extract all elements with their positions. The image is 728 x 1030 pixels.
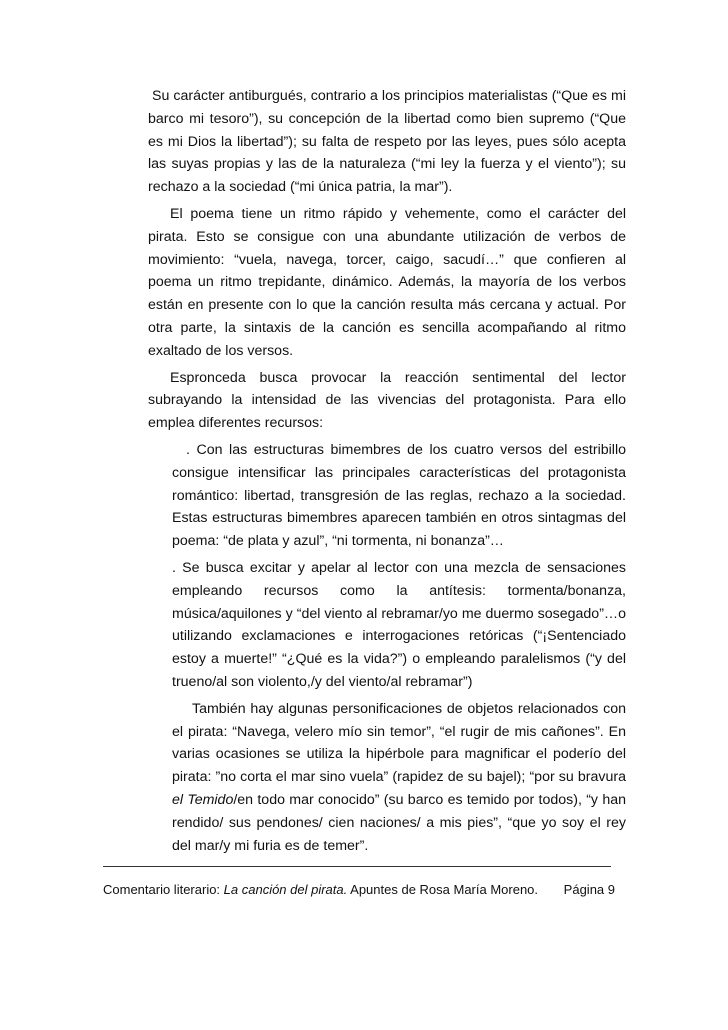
paragraph-character: Su carácter antiburgués, contrario a los principios materialistas (“Que es mi barco mi tesoro”), su concepción de la libertad como bien supremo (“Que es mi Dios la libertad”); su falta de respeto por las leyes, pues sólo acepta las suyas propias y las de la naturaleza (“mi ley la fuerza y el viento”); su rechazo a la sociedad (“mi única patria, la mar”). [148, 88, 626, 196]
page-number: Página 9 [563, 882, 615, 897]
paragraph-resources-intro: Espronceda busca provocar la reacción sentimental del lector subrayando la intensidad de las vivencias del protagonista. Para ello emplea diferentes recursos: [148, 369, 626, 432]
paragraph-personificaciones-end: /en todo mar conocido” (su barco es temido por todos), “y han rendido/ sus pendones/ cien naciones/ a mis pies”, “que yo soy el rey del mar/y mi furia es de temer”. [172, 791, 626, 854]
paragraph-personificaciones [172, 698, 626, 858]
paragraph-personificaciones-start: También hay algunas personificaciones de objetos relacionados con el pirata: “Navega, velero mío sin temor”, “el rugir de mis cañones”. En varias ocasiones se utiliza la hipérbole para magnificar el poderío del pirata: ”no corta el mar sino vuela” (rapidez de su bajel); “por su bravura [172, 700, 626, 786]
footer-author: Apuntes de Rosa María Moreno. [347, 882, 539, 897]
footer-prefix: Comentario literario: [103, 882, 224, 897]
paragraph-rhythm: El poema tiene un ritmo rápido y vehemente, como el carácter del pirata. Esto se consigue con una abundante utilización de verbos de movimiento: “vuela, navega, torcer, caigo, sacudí…” que confieren al poema un ritmo trepidante, dinámico. Además, la mayoría de los verbos están en presente con lo que la canción resulta más cercana y actual. Por otra parte, la sintaxis de la canción es sencilla acompañando al ritmo exaltado de los versos. [148, 205, 626, 359]
body-text [148, 85, 626, 861]
paragraph-antitesis: . Se busca excitar y apelar al lector con una mezcla de sensaciones empleando recursos como la antítesis: tormenta/bonanza, música/aquilones y “del viento al rebramar/yo me duermo sosegado”…o utilizando exclamaciones e interrogaciones retóricas (“¡Sentenciado estoy a muerte!” “¿Qué es la vida?”) o empleando paralelismos (“y del trueno/al son violento,/y del viento/al rebramar”) [172, 559, 626, 690]
footer-title: La canción del pirata. [223, 882, 348, 897]
footer-rule [103, 866, 611, 867]
paragraph-bimembres: . Con las estructuras bimembres de los cuatro versos del estribillo consigue intensificar las principales características del protagonista romántico: libertad, transgresión de las reglas, rechazo a la sociedad. Estas estructuras bimembres aparecen también en otros sintagmas del poema: “de plata y azul”, “ni tormenta, ni bonanza”… [172, 441, 626, 550]
page-footer [103, 882, 615, 898]
italic-el-temido: el Temido [172, 791, 234, 808]
